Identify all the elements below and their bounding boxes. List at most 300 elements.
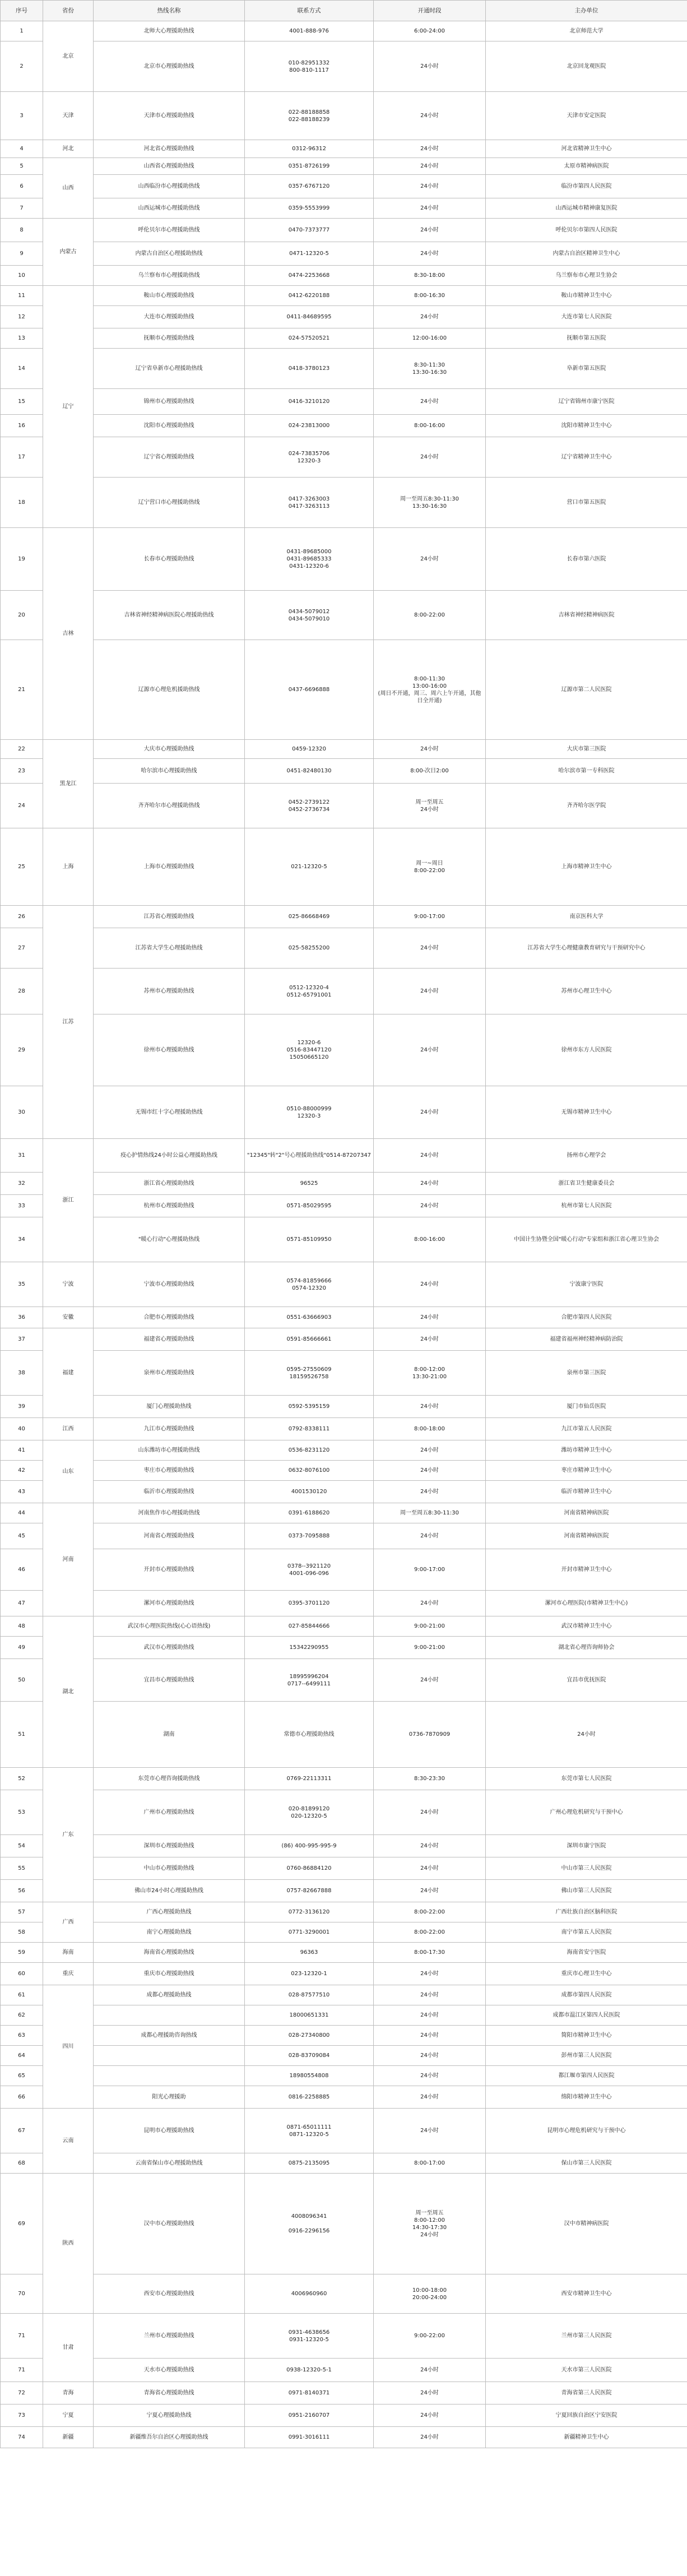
hotline-name-cell: 常德市心理援助热线 [245, 1702, 374, 1768]
open-hours-cell: 24小时 [374, 1307, 486, 1328]
hotline-name-cell: 乌兰察布市心理援助热线 [94, 266, 245, 286]
hotline-name-cell: 深圳市心理援助热线 [94, 1835, 245, 1857]
open-hours-cell: 24小时 [374, 1481, 486, 1503]
contact-cell: 0632-8076100 [245, 1461, 374, 1481]
organizer-cell: 广西壮族自治区脑科医院 [486, 1902, 687, 1922]
province-cell: 湖北 [43, 1616, 94, 1768]
table-row [1, 1768, 687, 1790]
row-number-cell: 37 [1, 1328, 43, 1351]
contact-cell: 0351-8726199 [245, 158, 374, 175]
open-hours-cell: 8:00-16:30 [374, 286, 486, 306]
contact-cell: 96525 [245, 1173, 374, 1195]
open-hours-cell: 24小时 [374, 1396, 486, 1418]
open-hours-cell: 24小时 [374, 2066, 486, 2086]
province-cell: 黑龙江 [43, 740, 94, 828]
table-row [1, 349, 687, 389]
row-number-cell: 54 [1, 1835, 43, 1857]
organizer-cell: 武汉市精神卫生中心 [486, 1616, 687, 1637]
province-cell: 安徽 [43, 1307, 94, 1328]
open-hours-cell: 周一至周五8:30-11:30 [374, 1503, 486, 1523]
row-number-cell: 50 [1, 1659, 43, 1702]
open-hours-cell: 24小时 [374, 437, 486, 478]
contact-cell: 0357-6767120 [245, 175, 374, 198]
table-row [1, 2046, 687, 2066]
open-hours-cell: 8:00-22:00 [374, 1922, 486, 1943]
table-row [1, 1943, 687, 1963]
contact-cell: 0474-2253668 [245, 266, 374, 286]
contact-cell: 0971-8140371 [245, 2382, 374, 2404]
organizer-cell: 成都市第四人民医院 [486, 1985, 687, 2005]
hotline-name-cell: 长春市心理援助热线 [94, 528, 245, 591]
row-number-cell: 3 [1, 92, 43, 140]
open-hours-cell: 24小时 [374, 2427, 486, 2448]
row-number-cell: 71 [1, 2314, 43, 2359]
contact-cell: 0512-12320-4 0512-65791001 [245, 969, 374, 1014]
organizer-cell: 漯河市心理医院(市精神卫生中心) [486, 1591, 687, 1616]
table-row [1, 528, 687, 591]
hotline-name-cell: 南宁心理援助热线 [94, 1922, 245, 1943]
table-row [1, 1702, 687, 1768]
open-hours-cell: 24小时 [374, 1880, 486, 1902]
row-number-cell: 69 [1, 2174, 43, 2274]
open-hours-cell: 9:00-17:00 [374, 906, 486, 928]
province-cell: 江西 [43, 1418, 94, 1440]
hotline-name-cell: 北师大心理援助热线 [94, 21, 245, 41]
organizer-cell: 枣庄市精神卫生中心 [486, 1461, 687, 1481]
open-hours-cell: 9:00-22:00 [374, 2314, 486, 2359]
hotline-name-cell: 无锡市红十字心理援助热线 [94, 1086, 245, 1139]
organizer-cell: 辽宁省精神卫生中心 [486, 437, 687, 478]
contact-cell: 028-27340800 [245, 2026, 374, 2046]
table-row [1, 2109, 687, 2153]
row-number-cell: 70 [1, 2274, 43, 2314]
hotline-name-cell: 山西运城市心理援助热线 [94, 198, 245, 219]
hotline-name-cell: 哈尔滨市心理援助热线 [94, 759, 245, 784]
contact-cell: 0470-7373777 [245, 219, 374, 242]
organizer-cell: 青海省第三人民医院 [486, 2382, 687, 2404]
open-hours-cell: 6:00-24:00 [374, 21, 486, 41]
hotline-name-cell: 阳光心理援助 [94, 2086, 245, 2109]
organizer-cell: 乌兰察布市心理卫生协会 [486, 266, 687, 286]
hotline-name-cell: 宜昌市心理援助热线 [94, 1659, 245, 1702]
row-number-cell: 56 [1, 1880, 43, 1902]
hotline-name-cell: 成都心理援助热线 [94, 1985, 245, 2005]
hotline-name-cell: 广西心理援助热线 [94, 1902, 245, 1922]
province-cell: 宁夏 [43, 2404, 94, 2427]
organizer-cell: 南宁市第五人民医院 [486, 1922, 687, 1943]
contact-cell: 0459-12320 [245, 740, 374, 759]
organizer-cell: 福建省福州神经精神病防治院 [486, 1328, 687, 1351]
open-hours-cell: 8:00-16:00 [374, 415, 486, 437]
table-row [1, 2066, 687, 2086]
open-hours-cell: 24小时 [374, 1857, 486, 1880]
organizer-cell: 中山市第三人民医院 [486, 1857, 687, 1880]
organizer-cell: 鞍山市精神卫生中心 [486, 286, 687, 306]
table-row [1, 1461, 687, 1481]
province-cell: 青海 [43, 2382, 94, 2404]
province-cell: 天津 [43, 92, 94, 140]
row-number-cell: 58 [1, 1922, 43, 1943]
organizer-cell: 抚顺市第五医院 [486, 328, 687, 349]
table-row [1, 2404, 687, 2427]
open-hours-cell: 8:00-11:30 13:00-16:00 (周日不开通，周三、周六上午开通，其他日全开通) [374, 640, 486, 740]
open-hours-cell: 周一至周五 24小时 [374, 784, 486, 828]
hotline-name-cell: 山东潍坊市心理援助热线 [94, 1440, 245, 1461]
open-hours-cell: 24小时 [374, 528, 486, 591]
open-hours-cell: 24小时 [374, 1139, 486, 1173]
organizer-cell: 兰州市第三人民医院 [486, 2314, 687, 2359]
contact-cell: 0951-2160707 [245, 2404, 374, 2427]
row-number-cell: 60 [1, 1963, 43, 1985]
table-body [1, 21, 687, 2448]
hotline-name-cell: 昆明市心理援助热线 [94, 2109, 245, 2153]
contact-cell: 0772-3136120 [245, 1902, 374, 1922]
organizer-cell: 彭州市第三人民医院 [486, 2046, 687, 2066]
hotline-name-cell: 武汉市心理援助热线 [94, 1637, 245, 1659]
organizer-cell: 海南省安宁医院 [486, 1943, 687, 1963]
table-row [1, 1086, 687, 1139]
row-number-cell: 27 [1, 928, 43, 969]
organizer-cell: 宁波康宁医院 [486, 1262, 687, 1307]
organizer-cell: 河南省精神病医院 [486, 1523, 687, 1549]
organizer-cell: 辽源市第二人民医院 [486, 640, 687, 740]
open-hours-cell: 周一至周五8:30-11:30 13:30-16:30 [374, 478, 486, 528]
open-hours-cell: 8:00-17:30 [374, 1943, 486, 1963]
organizer-cell: 厦门市仙岳医院 [486, 1396, 687, 1418]
hotline-name-cell: 汉中市心理援助热线 [94, 2174, 245, 2274]
open-hours-cell: 8:00-17:00 [374, 2153, 486, 2174]
open-hours-cell: 24小时 [374, 1014, 486, 1086]
open-hours-cell: 24小时 [374, 389, 486, 415]
open-hours-cell: 24小时 [374, 1659, 486, 1702]
province-cell: 陕西 [43, 2174, 94, 2314]
open-hours-cell: 24小时 [374, 1790, 486, 1835]
organizer-cell: 扬州市心理学会 [486, 1139, 687, 1173]
organizer-cell: 天水市第三人民医院 [486, 2359, 687, 2382]
table-row [1, 1139, 687, 1173]
contact-cell: 020-81899120 020-12320-5 [245, 1790, 374, 1835]
hotline-name-cell: 呼伦贝尔市心理援助热线 [94, 219, 245, 242]
contact-cell: 0373-7095888 [245, 1523, 374, 1549]
open-hours-cell: 24小时 [374, 2109, 486, 2153]
row-number-cell: 61 [1, 1985, 43, 2005]
hotline-name-cell: 中山市心理援助热线 [94, 1857, 245, 1880]
organizer-cell: 都江堰市第四人民医院 [486, 2066, 687, 2086]
organizer-cell: 绵阳市精神卫生中心 [486, 2086, 687, 2109]
table-row [1, 1963, 687, 1985]
table-row [1, 328, 687, 349]
header-no: 序号 [1, 1, 43, 21]
table-row [1, 2086, 687, 2109]
organizer-cell: 合肥市第四人民医院 [486, 1307, 687, 1328]
row-number-cell: 12 [1, 306, 43, 328]
table-row [1, 1922, 687, 1943]
contact-cell: 0931-4638656 0931-12320-5 [245, 2314, 374, 2359]
row-number-cell: 57 [1, 1902, 43, 1922]
hotline-name-cell: 北京市心理援助热线 [94, 41, 245, 92]
contact-cell: 12320-6 0516-83447120 15050665120 [245, 1014, 374, 1086]
open-hours-cell: 8:00-12:00 13:30-21:00 [374, 1351, 486, 1396]
row-number-cell: 7 [1, 198, 43, 219]
row-number-cell: 21 [1, 640, 43, 740]
hotline-name-cell: 杭州市心理援助热线 [94, 1195, 245, 1217]
table-row [1, 1591, 687, 1616]
organizer-cell: 徐州市东方人民医院 [486, 1014, 687, 1086]
organizer-cell: 临沂市精神卫生中心 [486, 1481, 687, 1503]
contact-cell: 0395-3701120 [245, 1591, 374, 1616]
contact-cell: 0418-3780123 [245, 349, 374, 389]
hotline-name-cell: 九江市心理援助热线 [94, 1418, 245, 1440]
organizer-cell: 湖北省心理咨询师协会 [486, 1637, 687, 1659]
contact-cell: 0571-85029595 [245, 1195, 374, 1217]
row-number-cell: 2 [1, 41, 43, 92]
organizer-cell: 重庆市心理卫生中心 [486, 1963, 687, 1985]
hotline-name-cell: 河北省心理援助热线 [94, 140, 245, 158]
table-row [1, 219, 687, 242]
hotline-name-cell: 成都心理援助咨询热线 [94, 2026, 245, 2046]
open-hours-cell: 24小时 [374, 140, 486, 158]
contact-cell: 0452-2739122 0452-2736734 [245, 784, 374, 828]
contact-cell: 0391-6188620 [245, 1503, 374, 1523]
open-hours-cell: 24小时 [374, 2359, 486, 2382]
table-row [1, 1503, 687, 1523]
row-number-cell: 55 [1, 1857, 43, 1880]
table-row [1, 2174, 687, 2274]
open-hours-cell: 24小时 [374, 175, 486, 198]
open-hours-cell: 8:30-23:30 [374, 1768, 486, 1790]
open-hours-cell: 24小时 [374, 1440, 486, 1461]
row-number-cell: 28 [1, 969, 43, 1014]
organizer-cell: 上海市精神卫生中心 [486, 828, 687, 906]
contact-cell: 0437-6696888 [245, 640, 374, 740]
open-hours-cell: 24小时 [374, 2046, 486, 2066]
organizer-cell: 开封市精神卫生中心 [486, 1549, 687, 1591]
contact-cell: 0792-8338111 [245, 1418, 374, 1440]
contact-cell: 4006960960 [245, 2274, 374, 2314]
province-cell: 福建 [43, 1328, 94, 1418]
organizer-cell: 江苏省大学生心理健康教育研究与干预研究中心 [486, 928, 687, 969]
contact-cell: 0592-5395159 [245, 1396, 374, 1418]
table-row [1, 1523, 687, 1549]
contact-cell: 0938-12320-5-1 [245, 2359, 374, 2382]
row-number-cell: 51 [1, 1702, 43, 1768]
contact-cell: 0771-3290001 [245, 1922, 374, 1943]
row-number-cell: 17 [1, 437, 43, 478]
province-cell: 湖南 [94, 1702, 245, 1768]
open-hours-cell: 8:00-次日2:00 [374, 759, 486, 784]
row-number-cell: 38 [1, 1351, 43, 1396]
row-number-cell: 26 [1, 906, 43, 928]
row-number-cell: 9 [1, 242, 43, 266]
hotline-name-cell: "暖心行动"心理援助热线 [94, 1217, 245, 1262]
row-number-cell: 4 [1, 140, 43, 158]
table-row [1, 175, 687, 198]
hotline-name-cell: 海南省心理援助热线 [94, 1943, 245, 1963]
table-row [1, 478, 687, 528]
row-number-cell: 8 [1, 219, 43, 242]
contact-cell: 0769-22113311 [245, 1768, 374, 1790]
contact-cell: 0875-2135095 [245, 2153, 374, 2174]
organizer-cell: 内蒙古自治区精神卫生中心 [486, 242, 687, 266]
hotline-name-cell: 天水市心理援助热线 [94, 2359, 245, 2382]
hotline-name-cell: 江苏省大学生心理援助热线 [94, 928, 245, 969]
table-row [1, 1481, 687, 1503]
contact-cell: 0816-2258885 [245, 2086, 374, 2109]
table-row [1, 266, 687, 286]
row-number-cell: 19 [1, 528, 43, 591]
row-number-cell: 36 [1, 1307, 43, 1328]
table-row [1, 1835, 687, 1857]
contact-cell: 0757-82667888 [245, 1880, 374, 1902]
hotline-name-cell: 山西临汾市心理援助热线 [94, 175, 245, 198]
hotline-name-cell: 沈阳市心理援助热线 [94, 415, 245, 437]
table-row [1, 415, 687, 437]
province-cell: 浙江 [43, 1139, 94, 1262]
organizer-cell: 辽宁省锦州市康宁医院 [486, 389, 687, 415]
province-cell: 吉林 [43, 528, 94, 740]
organizer-cell: 泉州市第三医院 [486, 1351, 687, 1396]
organizer-cell: 苏州市心理卫生中心 [486, 969, 687, 1014]
hotline-name-cell: 宁波市心理援助热线 [94, 1262, 245, 1307]
table-row [1, 1616, 687, 1637]
table-row [1, 1790, 687, 1835]
contact-cell: 18980554808 [245, 2066, 374, 2086]
hotline-name-cell: 河南焦作市心理援助热线 [94, 1503, 245, 1523]
contact-cell: 022-88188858 022-88188239 [245, 92, 374, 140]
hotline-name-cell: 佛山市24小时心理援助热线 [94, 1880, 245, 1902]
hotline-name-cell: 大连市心理援助热线 [94, 306, 245, 328]
contact-cell: 0359-5553999 [245, 198, 374, 219]
contact-cell: 023-12320-1 [245, 1963, 374, 1985]
contact-cell: 15342290955 [245, 1637, 374, 1659]
hotline-name-cell: 徐州市心理援助热线 [94, 1014, 245, 1086]
hotline-name-cell: 辽宁省心理援助热线 [94, 437, 245, 478]
row-number-cell: 10 [1, 266, 43, 286]
row-number-cell: 33 [1, 1195, 43, 1217]
row-number-cell: 35 [1, 1262, 43, 1307]
row-number-cell: 15 [1, 389, 43, 415]
table-row [1, 1328, 687, 1351]
contact-cell: 4001-888-976 [245, 21, 374, 41]
hotline-name-cell: 山西省心理援助热线 [94, 158, 245, 175]
contact-cell: 0760-86884120 [245, 1857, 374, 1880]
province-cell: 河北 [43, 140, 94, 158]
organizer-cell: 河北省精神卫生中心 [486, 140, 687, 158]
contact-cell: 024-57520521 [245, 328, 374, 349]
organizer-cell: 汉中市精神病医院 [486, 2174, 687, 2274]
open-hours-cell: 24小时 [374, 1985, 486, 2005]
province-cell: 云南 [43, 2109, 94, 2174]
province-cell: 海南 [43, 1943, 94, 1963]
contact-cell: 0434-5079012 0434-5079010 [245, 591, 374, 640]
open-hours-cell: 24小时 [374, 969, 486, 1014]
row-number-cell: 40 [1, 1418, 43, 1440]
organizer-cell: 杭州市第七人民医院 [486, 1195, 687, 1217]
header-organizer: 主办单位 [486, 1, 687, 21]
row-number-cell: 45 [1, 1523, 43, 1549]
contact-cell: 0536-8231120 [245, 1440, 374, 1461]
row-number-cell: 52 [1, 1768, 43, 1790]
organizer-cell: 阜新市第五医院 [486, 349, 687, 389]
table-row [1, 740, 687, 759]
contact-cell: 96363 [245, 1943, 374, 1963]
table-row [1, 242, 687, 266]
row-number-cell: 16 [1, 415, 43, 437]
open-hours-cell: 24小时 [374, 1173, 486, 1195]
organizer-cell: 浙江省卫生健康委员会 [486, 1173, 687, 1195]
hotline-name-cell: 福建省心理援助热线 [94, 1328, 245, 1351]
open-hours-cell: 周一至周五 8:00-12:00 14:30-17:30 24小时 [374, 2174, 486, 2274]
open-hours-cell: 24小时 [374, 306, 486, 328]
row-number-cell: 46 [1, 1549, 43, 1591]
hotline-name-cell: 吉林省神经精神病医院心理援助热线 [94, 591, 245, 640]
contact-cell: 0571-85109950 [245, 1217, 374, 1262]
row-number-cell: 6 [1, 175, 43, 198]
table-row [1, 1985, 687, 2005]
contact-cell: 0736-7870909 [374, 1702, 486, 1768]
hotline-name-cell: 齐齐哈尔市心理援助热线 [94, 784, 245, 828]
row-number-cell: 23 [1, 759, 43, 784]
hotline-name-cell: 辽宁省阜新市心理援助热线 [94, 349, 245, 389]
row-number-cell: 66 [1, 2086, 43, 2109]
organizer-cell: 新疆精神卫生中心 [486, 2427, 687, 2448]
organizer-cell: 佛山市第三人民医院 [486, 1880, 687, 1902]
hotline-name-cell: 辽宁营口市心理援助热线 [94, 478, 245, 528]
contact-cell: 0451-82480130 [245, 759, 374, 784]
province-cell: 河南 [43, 1503, 94, 1616]
organizer-cell: 临汾市第四人民医院 [486, 175, 687, 198]
organizer-cell: 呼伦贝尔市第四人民医院 [486, 219, 687, 242]
row-number-cell: 24 [1, 784, 43, 828]
contact-cell: 0412-6220188 [245, 286, 374, 306]
organizer-cell: 无锡市精神卫生中心 [486, 1086, 687, 1139]
contact-cell: 4008096341 0916-2296156 [245, 2174, 374, 2274]
row-number-cell: 14 [1, 349, 43, 389]
table-row [1, 1440, 687, 1461]
hotline-name-cell: 兰州市心理援助热线 [94, 2314, 245, 2359]
row-number-cell: 48 [1, 1616, 43, 1637]
table-row [1, 640, 687, 740]
table-row [1, 1351, 687, 1396]
hotline-name-cell: 合肥市心理援助热线 [94, 1307, 245, 1328]
hotline-name-cell: 漯河市心理援助热线 [94, 1591, 245, 1616]
table-row [1, 2314, 687, 2359]
row-number-cell: 67 [1, 2109, 43, 2153]
hotline-name-cell: 厦门心理援助热线 [94, 1396, 245, 1418]
row-number-cell: 25 [1, 828, 43, 906]
hotline-name-cell [94, 2066, 245, 2086]
organizer-cell: 齐齐哈尔医学院 [486, 784, 687, 828]
hotline-name-cell: 武汉市心理医院热线(心心语热线) [94, 1616, 245, 1637]
contact-cell: 027-85844666 [245, 1616, 374, 1637]
contact-cell: 0595-27550609 18159526758 [245, 1351, 374, 1396]
province-cell: 宁波 [43, 1262, 94, 1307]
table-row [1, 2153, 687, 2174]
row-number-cell: 1 [1, 21, 43, 41]
row-number-cell: 34 [1, 1217, 43, 1262]
table-row [1, 1217, 687, 1262]
table-header-row [1, 1, 687, 21]
organizer-cell: 昆明市心理危机研究与干预中心 [486, 2109, 687, 2153]
row-number-cell: 41 [1, 1440, 43, 1461]
row-number-cell: 59 [1, 1943, 43, 1963]
table-row [1, 591, 687, 640]
organizer-cell: 营口市第五医院 [486, 478, 687, 528]
organizer-cell: 北京师范大学 [486, 21, 687, 41]
table-row [1, 1880, 687, 1902]
hotline-name-cell: 泉州市心理援助热线 [94, 1351, 245, 1396]
row-number-cell: 42 [1, 1461, 43, 1481]
